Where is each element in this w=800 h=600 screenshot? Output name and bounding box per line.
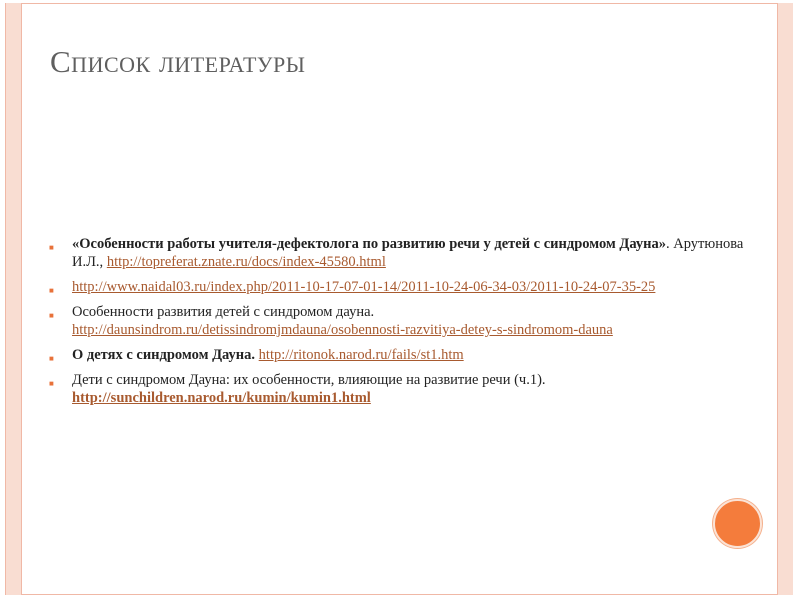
reference-link[interactable]: http://sunchildren.narod.ru/kumin/kumin1.html: [72, 390, 371, 406]
reference-link[interactable]: http://daunsindrom.ru/detissindromjmdauna/osobennosti-razvitiya-detey-s-sindromom-dauna: [72, 322, 613, 338]
reference-link[interactable]: http://topreferat.znate.ru/docs/index-45580.html: [106, 254, 386, 270]
reference-link[interactable]: http://www.naidal03.ru/index.php/2011-10-17-07-01-14/2011-10-24-06-34-03/2011-10-24-07-35-25: [72, 279, 656, 295]
orange-circle-icon: [713, 499, 762, 548]
bullet-icon: ■: [49, 354, 54, 363]
reference-item-1: [48, 235, 748, 271]
right-border-band: [778, 3, 793, 595]
reference-list: [48, 235, 748, 414]
reference-item-5: [48, 371, 748, 407]
slide-title: Список литературы: [50, 44, 306, 79]
bullet-icon: ■: [49, 286, 54, 295]
bullet-icon: ■: [49, 379, 54, 388]
reference-item-4: [48, 346, 748, 364]
reference-author: Арутюнова И.Л.,: [72, 236, 744, 270]
reference-text: Особенности развития детей с синдромом дауна.: [72, 304, 375, 320]
reference-link[interactable]: http://ritonok.narod.ru/fails/st1.htm: [258, 347, 464, 363]
reference-text: Дети с синдромом Дауна: их особенности, влияющие на развитие речи (ч.1).: [72, 372, 546, 388]
reference-item-2: [48, 278, 748, 296]
reference-title: О детях с синдромом Дауна.: [72, 347, 256, 363]
bullet-icon: ■: [49, 243, 54, 252]
reference-item-3: [48, 303, 748, 339]
reference-title: «Особенности работы учителя-дефектолога по развитию речи у детей с синдромом Дауна»: [72, 236, 667, 252]
reference-suffix: .: [666, 236, 670, 252]
bullet-icon: ■: [49, 311, 54, 320]
left-border-band: [6, 3, 21, 595]
